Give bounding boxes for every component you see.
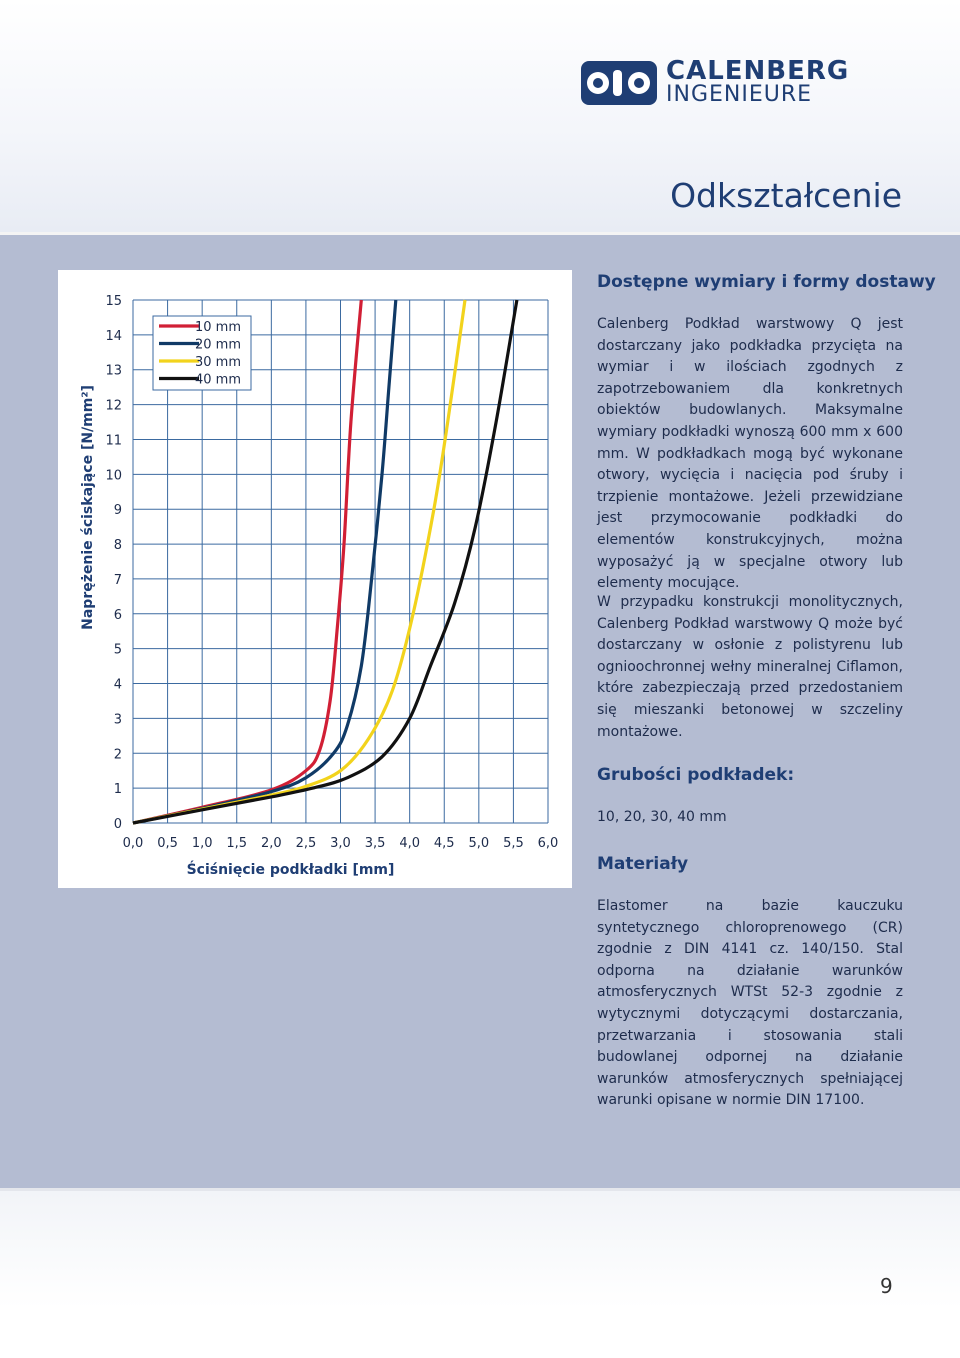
x-tick-label: 2,5 <box>295 836 317 851</box>
legend-label: 10 mm <box>195 320 242 335</box>
y-tick-label: 14 <box>105 328 122 344</box>
x-tick-label: 0,0 <box>122 836 144 851</box>
x-tick-label: 5,0 <box>468 836 490 851</box>
y-tick-label: 15 <box>105 294 122 309</box>
y-axis-label: Naprężenie ściskające [N/mm²] <box>80 385 96 630</box>
x-tick-label: 5,5 <box>503 836 524 851</box>
y-tick-label: 4 <box>113 677 122 693</box>
thickness-values: 10, 20, 30, 40 mm <box>597 809 727 825</box>
page-title: Odkształcenie <box>670 176 902 215</box>
y-tick-label: 11 <box>105 433 122 449</box>
section-heading-materials: Materiały <box>597 854 689 874</box>
y-tick-label: 6 <box>113 607 122 623</box>
y-tick-label: 2 <box>113 747 122 763</box>
section-heading-thickness: Grubości podkładek: <box>597 765 795 785</box>
x-tick-label: 2,0 <box>260 836 282 851</box>
x-axis-label: Ściśnięcie podkładki [mm] <box>186 862 395 878</box>
page-number: 9 <box>880 1274 893 1298</box>
y-tick-label: 10 <box>105 468 122 484</box>
logo-wordmark: CALENBERG <box>666 56 850 86</box>
x-tick-label: 6,0 <box>537 836 559 851</box>
x-tick-label: 4,5 <box>433 836 455 851</box>
legend-label: 40 mm <box>195 372 242 388</box>
dimensions-paragraph: Calenberg Podkład warstwowy Q jest dostarczany jako podkładka przycięta na wymiar i w ilościach zgodnych z zapotrzebowaniem dla konkretnych obiektów budowlanych. Maksymalne wymiary podkładki wynoszą 600 mm x 600 mm. W podkładkach mogą być wykonane otwory, wycięcia i nacięcia pod śruby i trzpienie montażowe. Jeżeli przewidziane jest przymocowanie podkładki do elementów konstrukcyjnych, można wyposażyć ją w specjalne otwory lub elementy mocujące. <box>597 316 903 592</box>
y-tick-label: 8 <box>113 538 122 554</box>
monolithic-paragraph: W przypadku konstrukcji monolitycznych, Calenberg Podkład warstwowy Q może być dostarczany w osłonie z polistyrenu lub ognioochronnej wełny mineralnej Ciflamon, które zabezpieczają przed przedostaniem się mieszanki betonowej w szczeliny montażowe. <box>597 594 903 740</box>
y-tick-label: 12 <box>105 398 122 414</box>
materials-paragraph: Elastomer na bazie kauczuku syntetycznego chloroprenowego (CR) zgodnie z DIN 4141 cz. 140/150. Stal odporna na działanie warunków atmosferycznych WTSt 52-3 zgodnie z wytycznymi dotyczącymi dostarczania, przetwarzania i stosowania stali budowlanej odpornej na działanie warunków atmosferycznych spełniającej warunki opisane w normie DIN 17100. <box>597 898 903 1109</box>
y-tick-label: 1 <box>113 782 122 798</box>
legend-label: 20 mm <box>195 337 242 353</box>
x-tick-label: 1,0 <box>191 836 213 851</box>
y-tick-label: 0 <box>113 817 122 832</box>
legend-label: 30 mm <box>195 355 242 370</box>
y-tick-label: 3 <box>113 712 122 728</box>
x-tick-label: 1,5 <box>226 836 248 851</box>
x-tick-label: 3,5 <box>364 836 386 851</box>
y-tick-label: 9 <box>113 503 122 519</box>
company-logo <box>580 58 910 110</box>
y-tick-label: 7 <box>113 572 122 588</box>
chart-panel <box>58 270 572 888</box>
section-heading-dimensions: Dostępne wymiary i formy dostawy <box>597 272 936 292</box>
x-tick-label: 4,0 <box>399 836 421 851</box>
footer-band <box>0 1191 960 1358</box>
y-tick-label: 13 <box>105 363 122 379</box>
logo-mark-icon <box>580 58 660 108</box>
y-tick-label: 5 <box>113 642 122 658</box>
x-tick-label: 3,0 <box>330 836 351 851</box>
logo-subtitle: INGENIEURE <box>666 82 813 107</box>
stress-strain-chart <box>58 270 572 888</box>
x-tick-label: 0,5 <box>157 836 178 851</box>
